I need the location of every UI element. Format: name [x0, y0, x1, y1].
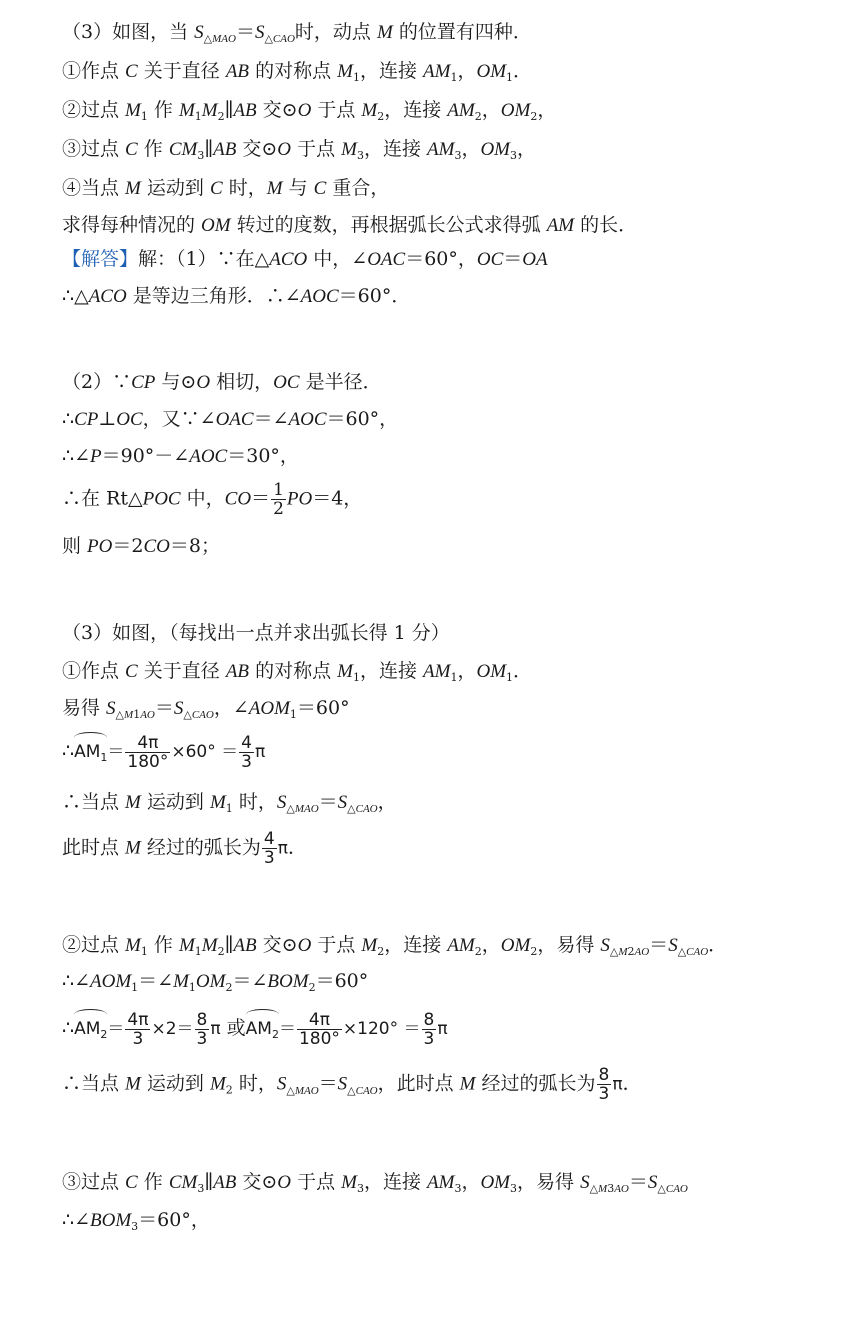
line-p3-2d: ∴当点 M 运动到 $M_2$ 时，$S_{\triangle MAO}=S_{\triangle CAO}$，此时点 M 经过的弧长为 $\frac{8}{3}$ π．	[62, 1065, 642, 1104]
line-p3-2b: $\therefore\angle AOM_1=\angle M_1OM_2=\angle BOM_2=60^\circ$	[62, 970, 369, 994]
line-part2-c: ∴∠P＝90°－∠AOC＝30°，	[62, 445, 299, 467]
fraction-4-3: $\frac{4}{3}$	[263, 829, 275, 868]
line-case-3: ③过点 C 作 $CM_3\parallel AB$ 交⊙O 于点 $M_3$，连接 $AM_3$，$OM_3$，	[62, 138, 537, 162]
fraction-4pi-180: $\frac{4\pi}{180^\circ}$	[298, 1009, 340, 1049]
line-p3-3b: $\therefore\angle BOM_3=60^\circ$，	[62, 1209, 210, 1233]
arc-am2: $AM_2$	[74, 1009, 107, 1049]
line-p3-1a: ①作点 C 关于直径 AB 的对称点 $M_1$，连接 $AM_1$，$OM_1$．	[62, 660, 533, 684]
fraction-4pi-180: $\frac{4\pi}{180^\circ}$	[127, 732, 169, 772]
line-method: 求得每种情况的 OM 转过的度数，再根据弧长公式求得弧 AM 的长．	[62, 214, 638, 236]
answer-tag: 【解答】	[62, 248, 139, 270]
line-case-4: ④当点 M 运动到 C 时，M 与 C 重合，	[62, 177, 390, 199]
line-part3-title: （3）如图，（每找出一点并求出弧长得 1 分）	[62, 622, 450, 644]
fraction-8-3: $\frac{8}{3}$	[196, 1009, 208, 1049]
line-part2-a: （2）∵CP 与⊙O 相切，OC 是半径．	[62, 371, 382, 393]
line-part2-b: ∴CP⊥OC，又∵∠OAC＝∠AOC＝60°，	[62, 408, 399, 430]
fraction-4pi-3: $\frac{4\pi}{3}$	[127, 1009, 149, 1049]
line-p3-1d: ∴当点 M 运动到 $M_1$ 时，$S_{\triangle MAO}=S_{\triangle CAO}$，	[62, 791, 397, 815]
arc-am1: $AM_1$	[74, 732, 107, 772]
line-part2-e: 则 PO＝2CO＝8；	[62, 535, 220, 557]
line-part1-b: ∴△ACO 是等边三角形．∴∠AOC＝60°．	[62, 285, 411, 307]
line-p3-2c: $\therefore AM_2=$ $\frac{4\pi}{3}$ ×2＝ $\frac{8}{3}$ π 或$AM_2=$ $\frac{4\pi}{180^\circ}$ ×120° ＝ $\frac{8}{3}$ π	[62, 1009, 448, 1049]
fraction-4-3: $\frac{4}{3}$	[241, 732, 252, 772]
line-part2-d: ∴在 Rt△POC 中，CO＝ $\frac{1}{2}$ PO＝4，	[62, 480, 363, 519]
fraction-one-half: $\frac{1}{2}$	[273, 480, 284, 519]
line-p3-1c: $\therefore AM_1=$ $\frac{4\pi}{180^\circ}$ ×60° ＝ $\frac{4}{3}$ π	[62, 732, 266, 772]
line-case-intro: （3）如图，当 $S_{\triangle MAO}=S_{\triangle CAO}$时，动点 M 的位置有四种．	[62, 21, 532, 45]
fraction-8-3: $\frac{8}{3}$	[423, 1009, 435, 1049]
arc-am2: $AM_2$	[246, 1009, 279, 1049]
line-part1-a: 【解答】解：（1）∵在△ACO 中，∠OAC＝60°，OC＝OA	[62, 248, 548, 270]
fraction-8-3: $\frac{8}{3}$	[598, 1065, 610, 1104]
line-p3-3a: ③过点 C 作 $CM_3\parallel AB$ 交⊙O 于点 $M_3$，连接 $AM_3$，$OM_3$，易得 $S_{\triangle M3AO}=S_{\triangle CAO}$	[62, 1171, 688, 1195]
line-case-1: ①作点 C 关于直径 AB 的对称点 $M_1$，连接 $AM_1$，$OM_1$．	[62, 60, 533, 84]
line-p3-1b: 易得 $S_{\triangle M1AO}=S_{\triangle CAO}$，$\angle AOM_1=60^\circ$	[62, 697, 350, 721]
line-case-2: ②过点 $M_1$ 作 $M_1M_2\parallel AB$ 交⊙O 于点 $M_2$，连接 $AM_2$，$OM_2$，	[62, 99, 557, 123]
line-p3-2a: ②过点 $M_1$ 作 $M_1M_2\parallel AB$ 交⊙O 于点 $M_2$，连接 $AM_2$，$OM_2$，易得 $S_{\triangle M2AO}=S_{\triangle CAO}$．	[62, 934, 728, 958]
line-p3-1e: 此时点 M 经过的弧长为 $\frac{4}{3}$ π．	[62, 829, 308, 868]
